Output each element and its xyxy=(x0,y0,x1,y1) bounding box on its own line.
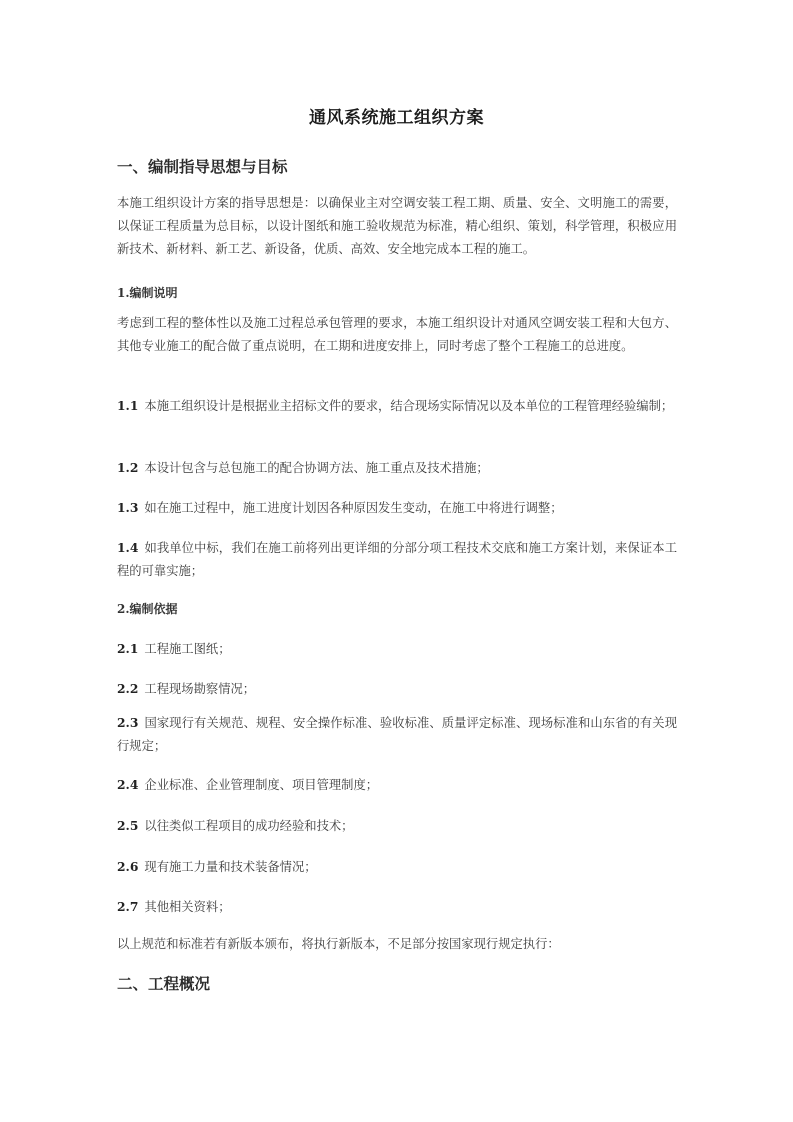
list-item-2-4 xyxy=(117,773,677,797)
item-number: 2.1 xyxy=(117,641,139,656)
section-1-intro: 本施工组织设计方案的指导思想是：以确保业主对空调安装工程工期、质量、安全、文明施工的需要，以保证工程质量为总目标，以设计图纸和施工验收规范为标准，精心组织、策划，科学管理，积极应用新技术、新材料、新工艺、新设备，优质、高效、安全地完成本工程的施工。 xyxy=(117,196,677,256)
item-number: 1.2 xyxy=(117,460,139,475)
document-title: 通风系统施工组织方案 xyxy=(309,108,484,128)
list-item-1-4 xyxy=(117,536,677,583)
list-item-2-3 xyxy=(117,711,677,758)
item-text: 如在施工过程中，施工进度计划因各种原因发生变动，在施工中将进行调整； xyxy=(144,501,563,515)
subsection-1-intro: 考虑到工程的整体性以及施工过程总承包管理的要求，本施工组织设计对通风空调安装工程和大包方、其他专业施工的配合做了重点说明，在工期和进度安排上，同时考虑了整个工程施工的总进度。 xyxy=(117,316,677,353)
item-number: 2.3 xyxy=(117,715,139,730)
section-heading-2: 二、工程概况 xyxy=(117,975,211,993)
list-item-2-2 xyxy=(117,677,677,701)
item-number: 2.4 xyxy=(117,777,139,792)
item-text: 工程现场勘察情况； xyxy=(144,682,256,696)
item-text: 国家现行有关规范、规程、安全操作标准、验收标准、质量评定标准、现场标准和山东省的有关现行规定； xyxy=(117,716,677,753)
item-text: 如我单位中标，我们在施工前将列出更详细的分部分项工程技术交底和施工方案计划，来保证本工程的可靠实施； xyxy=(117,541,677,578)
list-item-2-7 xyxy=(117,895,677,919)
list-item-2-1 xyxy=(117,637,677,661)
list-item-1-2 xyxy=(117,456,677,480)
item-number: 2.5 xyxy=(117,818,139,833)
item-number: 1.1 xyxy=(117,398,139,413)
item-text: 本设计包含与总包施工的配合协调方法、施工重点及技术措施； xyxy=(144,461,489,475)
subsection-heading-1: 1.编制说明 xyxy=(117,286,178,300)
item-text: 现有施工力量和技术装备情况； xyxy=(144,860,317,874)
subsection-2-closing: 以上规范和标准若有新版本颁布，将执行新版本，不足部分按国家现行规定执行： xyxy=(117,937,560,951)
item-text: 其他相关资料； xyxy=(144,900,231,914)
list-item-1-1 xyxy=(117,394,677,418)
item-text: 企业标准、企业管理制度、项目管理制度； xyxy=(144,778,379,792)
list-item-2-6 xyxy=(117,855,677,879)
item-number: 2.7 xyxy=(117,899,139,914)
list-item-2-5 xyxy=(117,814,677,838)
item-number: 1.4 xyxy=(117,540,139,555)
item-text: 以往类似工程项目的成功经验和技术； xyxy=(144,819,354,833)
subsection-heading-2: 2.编制依据 xyxy=(117,602,178,616)
item-number: 2.6 xyxy=(117,859,139,874)
list-item-1-3 xyxy=(117,496,677,520)
item-text: 工程施工图纸； xyxy=(144,642,231,656)
item-number: 2.2 xyxy=(117,681,139,696)
section-heading-1: 一、编制指导思想与目标 xyxy=(117,158,288,176)
item-text: 本施工组织设计是根据业主招标文件的要求，结合现场实际情况以及本单位的工程管理经验编制； xyxy=(144,399,674,413)
item-number: 1.3 xyxy=(117,500,139,515)
